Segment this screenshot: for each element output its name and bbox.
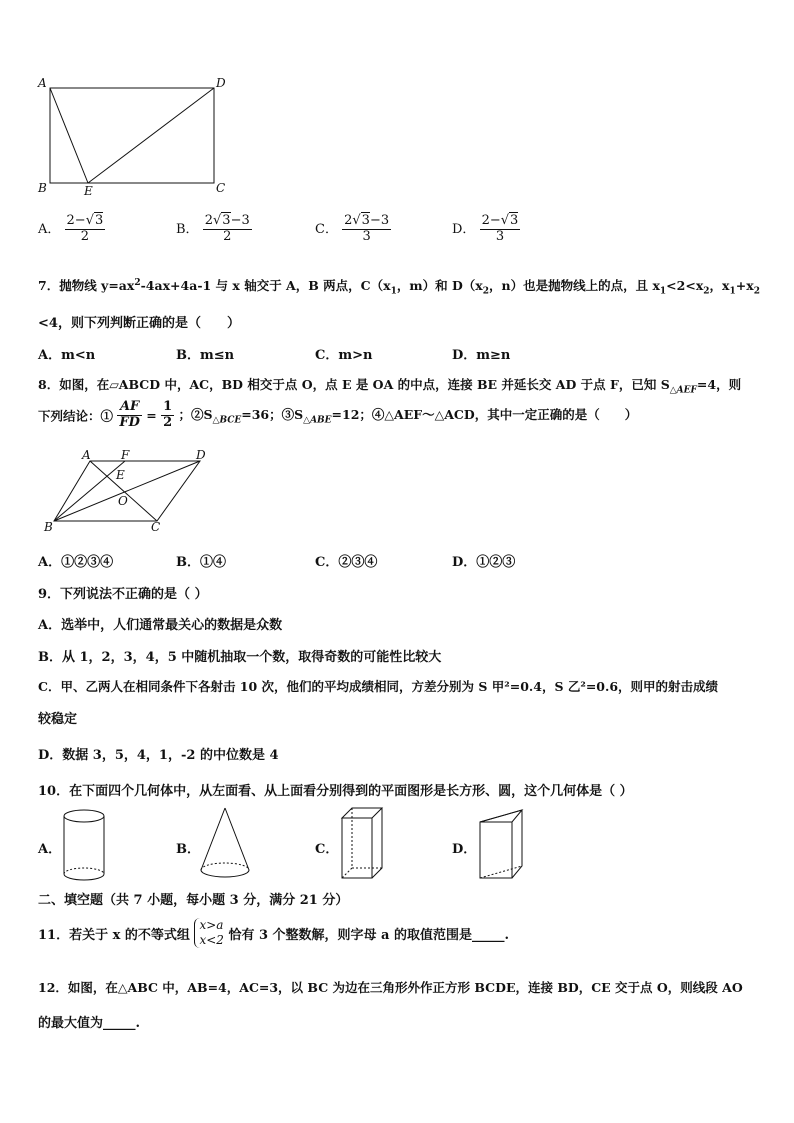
q6-c-rad: 3 xyxy=(361,213,370,228)
q6-option-b-fraction: $\frac{2√3-3}{2}$ xyxy=(204,213,250,244)
q7-text-3: ，m）和 D（x xyxy=(396,278,483,293)
cylinder-icon xyxy=(62,808,108,884)
q8-option-d: D．①②③ xyxy=(452,555,516,570)
rectangular-prism-icon xyxy=(338,806,388,886)
q8-sub-bce: △BCE xyxy=(212,415,242,426)
q6-b-num1: 2 xyxy=(204,213,213,228)
fig6-rectangle-figure xyxy=(36,76,236,196)
q6-option-c-letter: C． xyxy=(315,221,338,237)
q8-frac2-den: 2 xyxy=(163,414,173,430)
q8-option-c: C．②③④ xyxy=(315,555,378,570)
q10-option-b-label: B． xyxy=(176,842,200,857)
fig6-label-e: E xyxy=(84,184,93,198)
q7-option-d: D．m≥n xyxy=(452,348,511,363)
q8-text-3: 下列结论：① xyxy=(38,408,114,424)
fig6-label-d: D xyxy=(216,76,226,90)
q8-text-4: ；②S xyxy=(178,407,213,423)
q8-fraction-half xyxy=(161,400,174,431)
q7-text-1: 7．抛物线 y=ax xyxy=(38,278,135,293)
q8-frac1-num: AF xyxy=(117,400,142,416)
fig8-label-e: E xyxy=(116,468,125,482)
q7-option-a: A．m<n xyxy=(38,348,96,363)
fig8-label-a: A xyxy=(82,448,91,462)
q7-sub-1c: 1 xyxy=(729,286,736,297)
q6-a-num: 2− xyxy=(66,213,86,228)
fig8-label-b: B xyxy=(44,520,53,534)
q6-d-num: 2− xyxy=(481,213,501,228)
q8-stem-line1 xyxy=(38,375,741,396)
q6-option-a-fraction: $\frac{2-√3}{2}$ xyxy=(66,213,104,244)
q7-sup-2: 2 xyxy=(134,277,141,288)
q6-b-den: 2 xyxy=(223,228,232,244)
q9-option-c-line1: C．甲、乙两人在相同条件下各射击 10 次，他们的平均成绩相同，方差分别为 S 甲²=0.4，S 乙²=0.6，则甲的射击成绩 xyxy=(38,679,719,694)
q7-text-5: <2<x xyxy=(666,278,704,293)
q6-c-num1: 2 xyxy=(344,213,353,228)
triangular-prism-icon xyxy=(474,806,530,886)
q9-option-b: B．从 1，2，3，4，5 中随机抽取一个数，取得奇数的可能性比较大 xyxy=(38,650,442,665)
q6-c-den: 3 xyxy=(362,228,371,244)
q6-b-num2: −3 xyxy=(230,213,250,228)
q6-option-c xyxy=(315,214,391,245)
q11-stem xyxy=(38,918,509,948)
q7-option-b: B．m≤n xyxy=(176,348,235,363)
q7-stem-line2: <4，则下列判断正确的是（ ） xyxy=(38,316,240,331)
q6-option-d-fraction: $\frac{2-√3}{3}$ xyxy=(481,213,519,244)
q8-sub-aef: △AEF xyxy=(669,385,697,396)
q9-option-a: A．选举中，人们通常最关心的数据是众数 xyxy=(38,618,283,633)
q6-a-den: 2 xyxy=(80,228,90,244)
q7-sub-1b: 1 xyxy=(659,286,667,297)
q8-option-b: B．①④ xyxy=(176,555,226,570)
q6-option-a-letter: A． xyxy=(38,221,61,237)
q9-option-c-line2: 较稳定 xyxy=(38,712,78,727)
q10-option-d-label: D． xyxy=(452,842,477,857)
q6-d-rad: 3 xyxy=(510,213,519,228)
q11-inequality-system xyxy=(194,918,223,948)
q6-d-den: 3 xyxy=(495,228,505,244)
q7-stem-line1 xyxy=(38,276,760,297)
fig8-parallelogram-figure xyxy=(40,448,220,538)
q6-option-d xyxy=(452,214,520,245)
q6-c-num2: −3 xyxy=(369,213,390,228)
q7-sub-2b: 2 xyxy=(703,286,710,297)
q7-sub-2c: 2 xyxy=(753,286,760,297)
fig6-label-a: A xyxy=(38,76,47,90)
q8-fraction-af-fd xyxy=(117,400,142,431)
q6-option-a xyxy=(38,214,105,245)
fig8-label-c: C xyxy=(151,520,161,534)
fig8-label-o: O xyxy=(118,494,128,508)
q8-sub-abe: △ABE xyxy=(303,415,332,426)
q12-stem-line2: 的最大值为_____. xyxy=(38,1016,141,1031)
q8-frac2-num: 1 xyxy=(163,399,173,414)
fig8-label-f: F xyxy=(121,448,130,462)
q10-stem: 10．在下面四个几何体中，从左面看、从上面看分别得到的平面图形是长方形、圆，这个几何体是（ ） xyxy=(38,784,633,799)
q8-text-2: =4，则 xyxy=(696,377,742,392)
q7-text-7: +x xyxy=(735,278,754,293)
q8-text-1: 8．如图，在▱ABCD 中，AC，BD 相交于点 O，点 E 是 OA 的中点，连接 BE 并延长交 AD 于点 F，已知 S xyxy=(38,377,670,392)
q6-b-rad: 3 xyxy=(222,213,231,228)
q10-option-a-label: A． xyxy=(38,842,62,857)
q6-option-b-letter: B． xyxy=(176,221,199,237)
q8-option-a: A．①②③④ xyxy=(38,555,114,570)
fig6-label-c: C xyxy=(216,181,226,195)
q10-option-c-label: C． xyxy=(315,842,339,857)
q6-option-c-fraction: $\frac{2√3-3}{3}$ xyxy=(344,213,390,244)
q12-stem-line1: 12．如图，在△ABC 中，AB=4，AC=3，以 BC 为边在三角形外作正方形 BCDE，连接 BD，CE 交于点 O，则线段 AO xyxy=(38,980,743,995)
fig8-label-d: D xyxy=(196,448,206,462)
q6-option-d-letter: D． xyxy=(452,221,476,237)
q8-stem-line2 xyxy=(38,400,637,431)
q6-a-rad: 3 xyxy=(95,213,104,228)
q7-option-c: C．m>n xyxy=(315,348,373,363)
fig6-label-b: B xyxy=(38,181,47,195)
q11-condition-2: x<2 xyxy=(199,933,224,947)
q7-text-6: ，x xyxy=(709,278,730,293)
q11-condition-1: x>a xyxy=(199,918,224,932)
section-2-heading: 二、填空题（共 7 小题，每小题 3 分，满分 21 分） xyxy=(38,893,349,908)
cone-icon xyxy=(198,806,254,886)
q6-option-b xyxy=(176,214,252,245)
q7-sub-2a: 2 xyxy=(482,286,489,297)
q11-text-1: 11．若关于 x 的不等式组 xyxy=(38,927,190,943)
q7-text-2: -4ax+4a-1 与 x 轴交于 A，B 两点，C（x xyxy=(140,278,391,293)
q9-stem: 9．下列说法不正确的是（ ） xyxy=(38,587,208,602)
q8-text-6: =12；④△AEF～△ACD，其中一定正确的是（ ） xyxy=(331,407,638,423)
q9-option-d: D．数据 3，5，4，1，-2 的中位数是 4 xyxy=(38,748,279,763)
q8-text-5: =36；③S xyxy=(241,407,304,423)
q8-frac1-den: FD xyxy=(119,414,140,430)
q7-sub-1a: 1 xyxy=(390,286,397,297)
q8-equals: = xyxy=(146,407,157,423)
q11-text-2: 恰有 3 个整数解，则字母 a 的取值范围是_____. xyxy=(228,927,510,943)
q7-text-4: ，n）也是抛物线上的点，且 x xyxy=(489,278,660,293)
